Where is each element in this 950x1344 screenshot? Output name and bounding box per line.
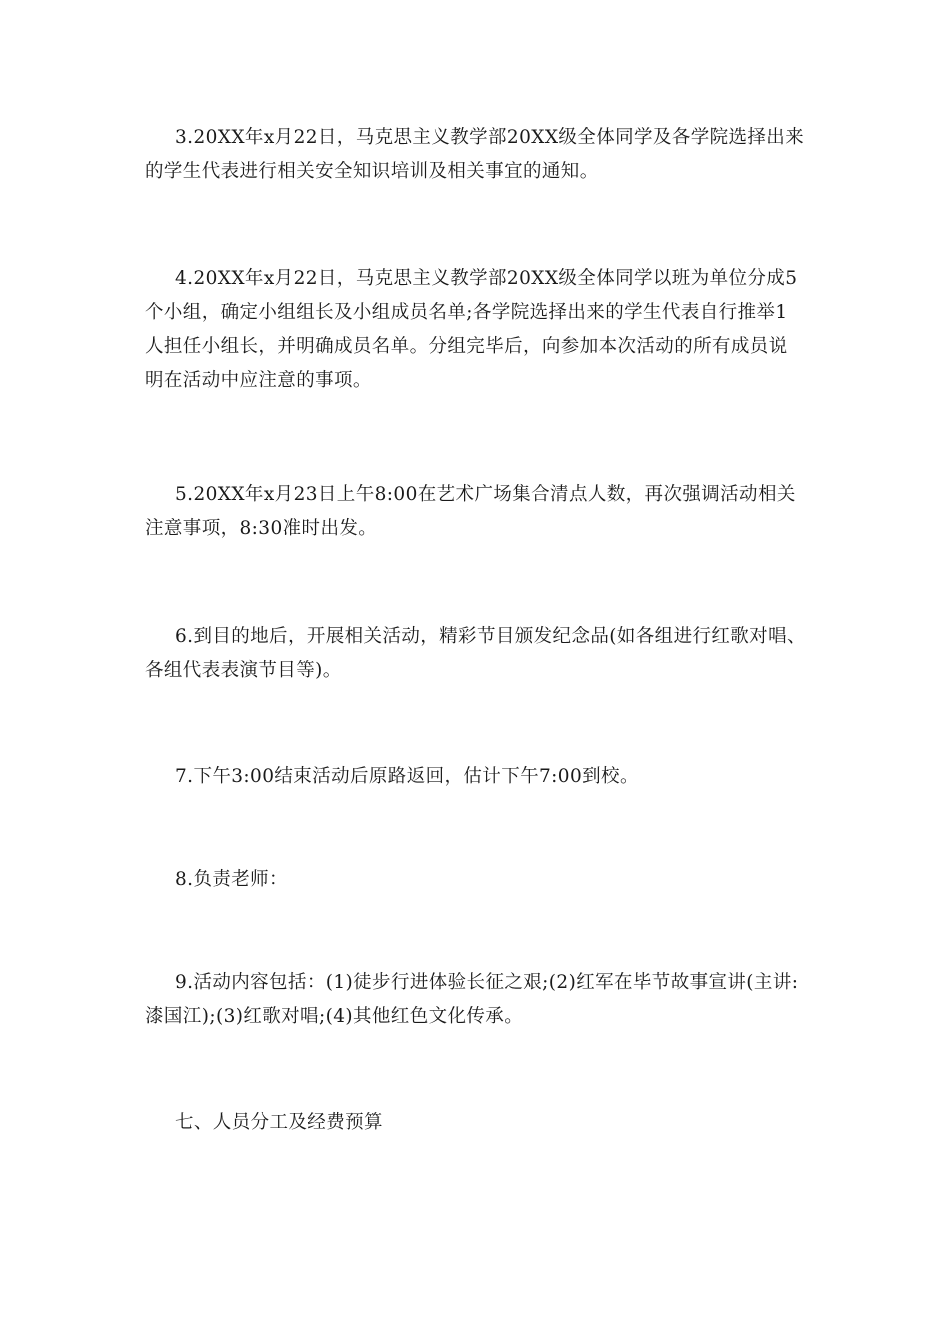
paragraph-line: 9.活动内容包括：(1)徒步行进体验长征之艰;(2)红军在毕节故事宣讲(主讲: bbox=[175, 972, 799, 993]
paragraph-item-3 bbox=[145, 121, 810, 189]
paragraph-line: 4.20XX年x月22日，马克思主义教学部20XX级全体同学以班为单位分成5 bbox=[175, 268, 798, 289]
paragraph-line: 个小组，确定小组组长及小组成员名单;各学院选择出来的学生代表自行推举1 bbox=[145, 302, 788, 323]
paragraph-line: 各组代表表演节目等)。 bbox=[145, 660, 342, 681]
paragraph-line: 的学生代表进行相关安全知识培训及相关事宜的通知。 bbox=[145, 161, 599, 182]
paragraph-item-6 bbox=[145, 620, 810, 688]
paragraph-line: 7.下午3:00结束活动后原路返回，估计下午7:00到校。 bbox=[175, 766, 639, 787]
paragraph-item-5 bbox=[145, 478, 810, 546]
paragraph-line: 明在活动中应注意的事项。 bbox=[145, 370, 372, 391]
paragraph-item-9 bbox=[145, 966, 810, 1034]
paragraph-line: 8.负责老师： bbox=[175, 869, 288, 890]
section-heading bbox=[145, 1106, 810, 1140]
paragraph-line: 6.到目的地后，开展相关活动，精彩节目颁发纪念品(如各组进行红歌对唱、 bbox=[175, 626, 806, 647]
paragraph-line: 5.20XX年x月23日上午8:00在艺术广场集合清点人数，再次强调活动相关 bbox=[175, 484, 796, 505]
paragraph-line: 漆国江);(3)红歌对唱;(4)其他红色文化传承。 bbox=[145, 1006, 524, 1027]
paragraph-line: 3.20XX年x月22日，马克思主义教学部20XX级全体同学及各学院选择出来 bbox=[175, 127, 805, 148]
paragraph-line: 人担任小组长，并明确成员名单。分组完毕后，向参加本次活动的所有成员说 bbox=[145, 336, 788, 357]
paragraph-line: 注意事项，8:30准时出发。 bbox=[145, 518, 378, 539]
paragraph-item-4 bbox=[145, 262, 810, 398]
paragraph-item-8 bbox=[145, 863, 810, 897]
section-heading-text: 七、人员分工及经费预算 bbox=[175, 1112, 383, 1133]
paragraph-item-7 bbox=[145, 760, 810, 794]
